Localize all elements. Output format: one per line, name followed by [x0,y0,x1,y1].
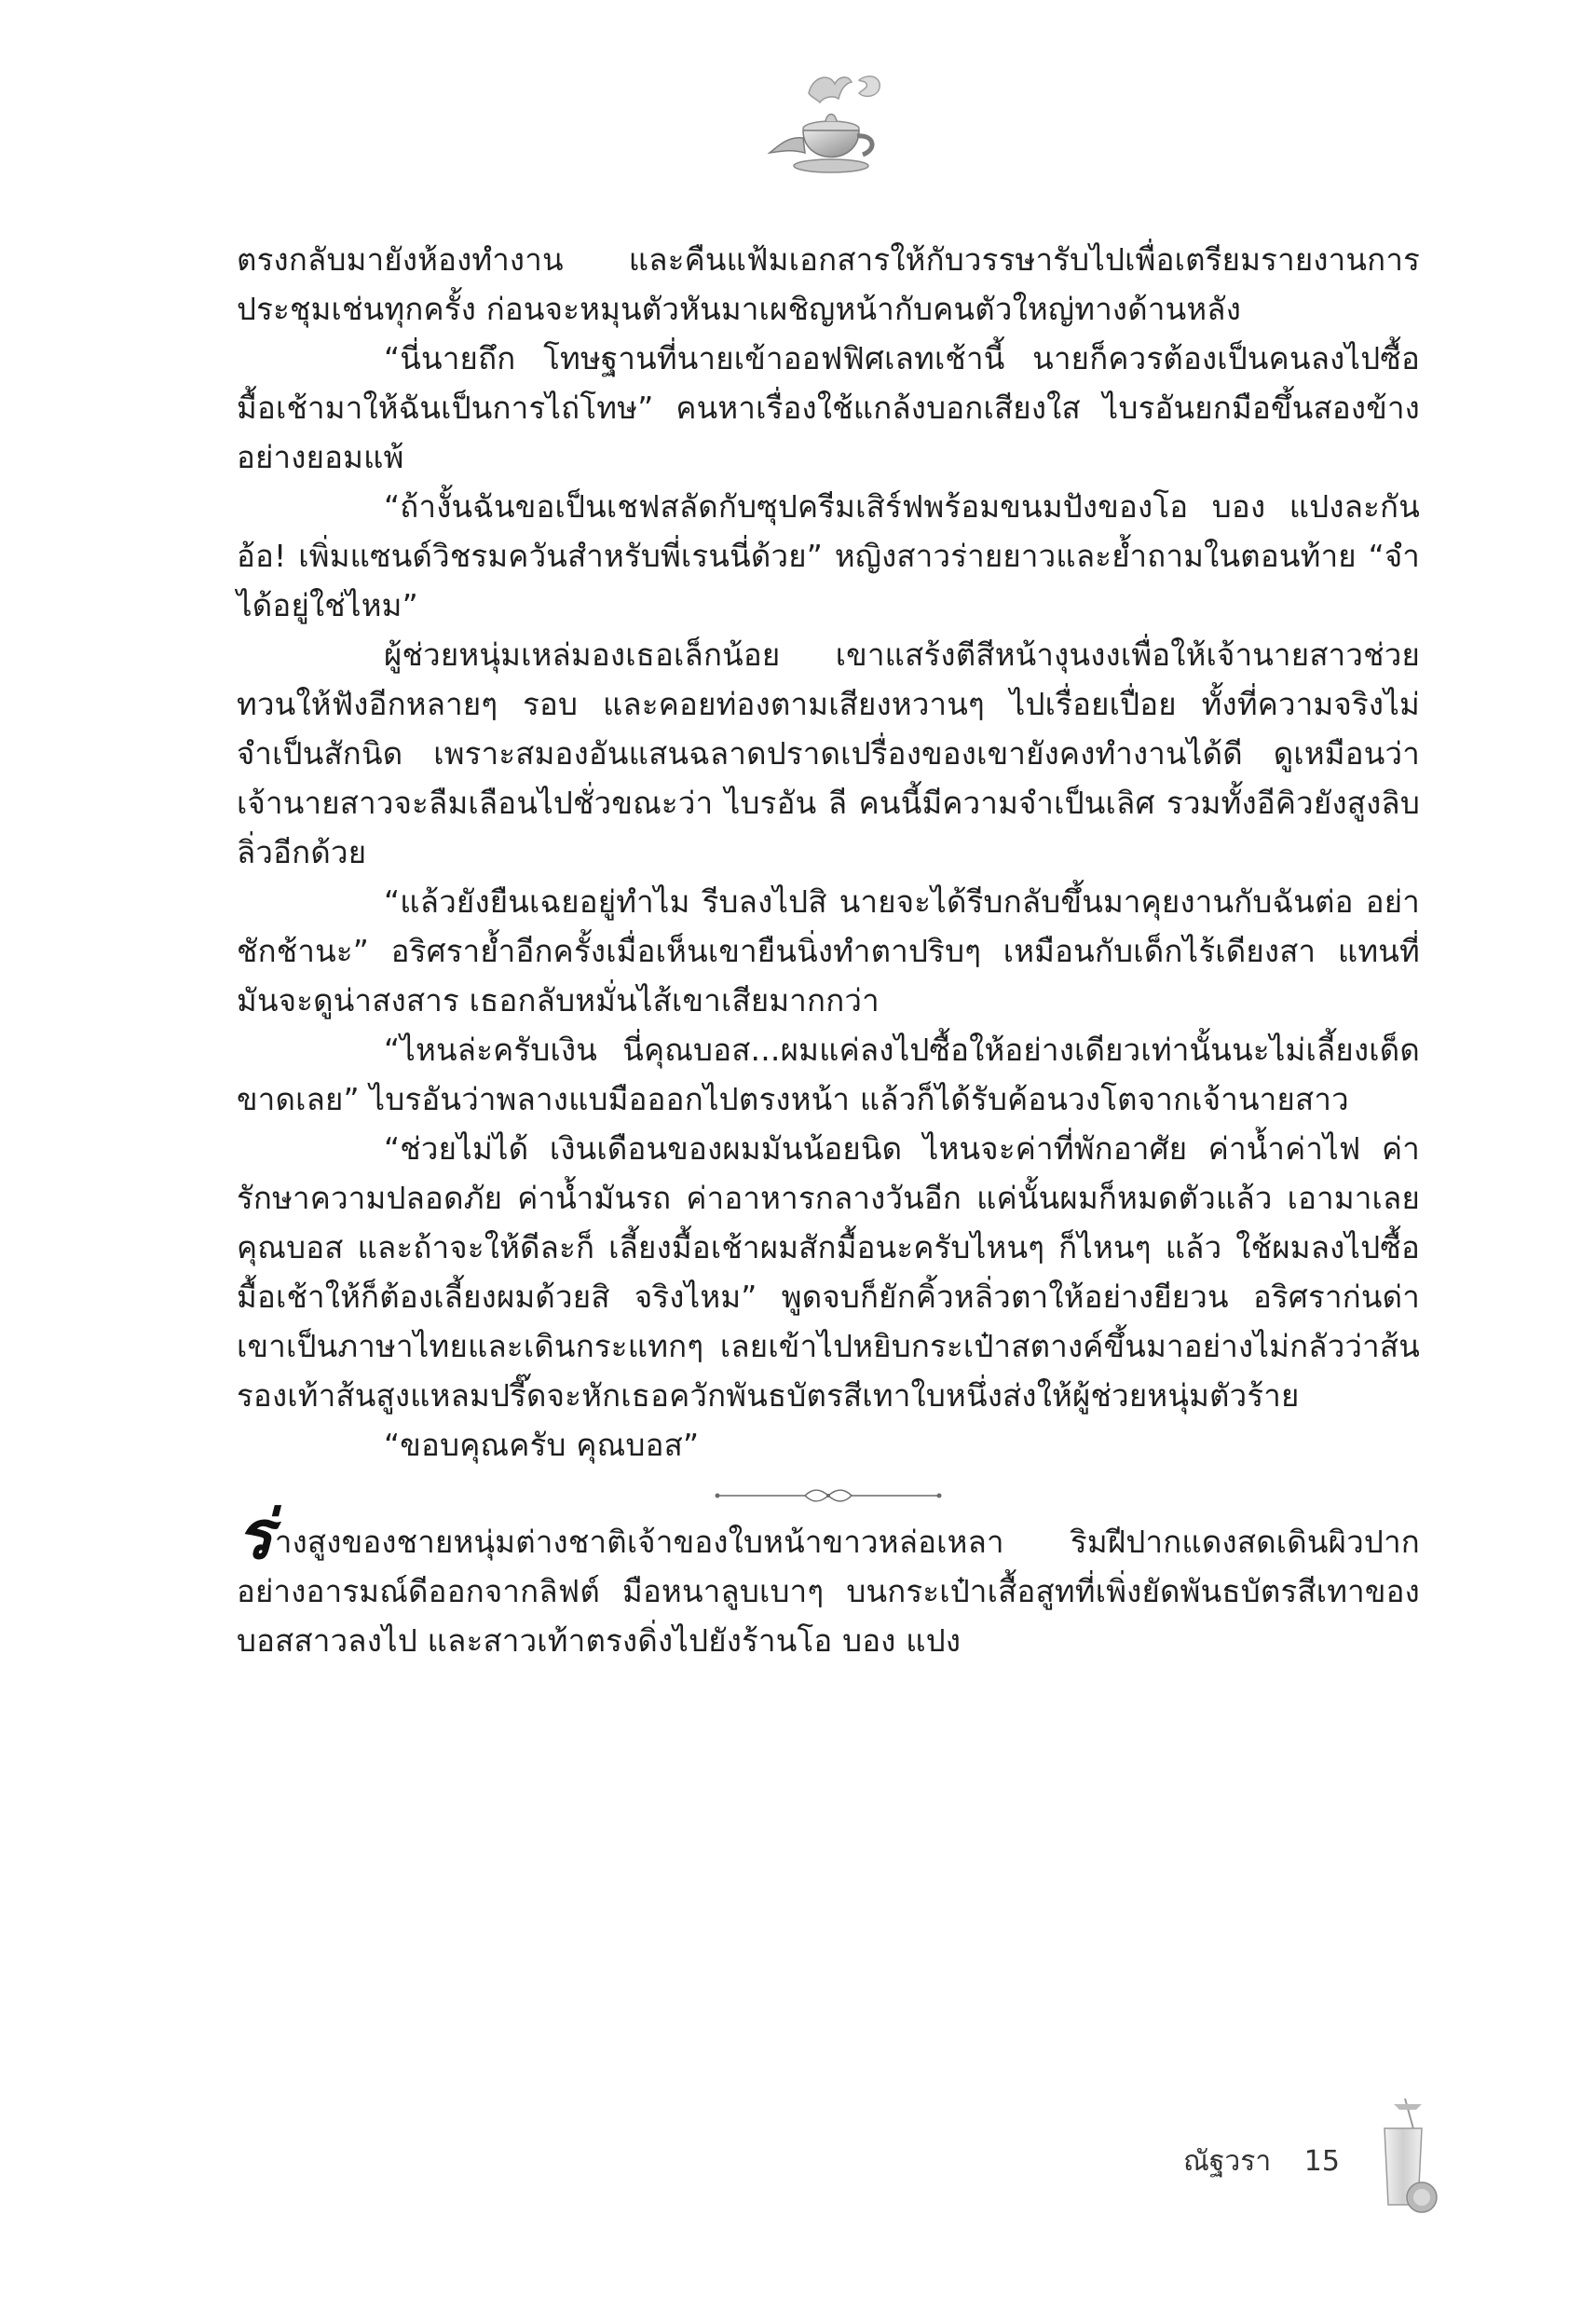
paragraph-4: ผู้ช่วยหนุ่มเหล่มองเธอเล็กน้อย เขาแสร้งตีสีหน้างุนงงเพื่อให้เจ้านายสาวช่วยทวนให้ฟังอีกหลายๆ รอบ และคอยท่องตามเสียงหวานๆ ไปเรื่อยเปื่อย ทั้งที่ความจริงไม่จำเป็นสักนิด เพราะสมองอันแสนฉลาดปราดเปรื่องของเขายังคงทำงานได้ดี ดูเหมือนว่าเจ้านายสาวจะลืมเลือนไปชั่วขณะว่า ไบรอัน ลี คนนี้มีความจำเป็นเลิศ รวมทั้งอีคิวยังสูงลิบลิ่วอีกด้วย [237,636,1420,870]
section-divider-ornament-icon [712,1486,945,1505]
page-number: 15 [1303,2145,1340,2178]
teapot-fairy-ornament-icon [755,56,904,205]
dropcap-paragraph-text: างสูงของชายหนุ่มต่างชาติเจ้าของใบหน้าขาวหล่อเหลา ริมฝีปากแดงสดเดินผิวปากอย่างอารมณ์ดีออกจากลิฟต์ มือหนาลูบเบาๆ บนกระเป๋าเสื้อสูทที่เพิ่งยัดพันธบัตรสีเทาของบอสสาวลงไป และสาวเท้าตรงดิ่งไปยังร้านโอ บอง แปง [237,1524,1420,1659]
paragraph-8: “ขอบคุณครับ คุณบอส” [384,1427,700,1463]
paragraph-2: “นี่นายถึก โทษฐานที่นายเข้าออฟฟิศเลทเช้านี้ นายก็ควรต้องเป็นคนลงไปซื้อมื้อเช้ามาให้ฉันเป็นการไถ่โทษ” คนหาเรื่องใช้แกล้งบอกเสียงใส ไบรอันยกมือขึ้นสองข้างอย่างยอมแพ้ [237,340,1420,475]
paragraph-5: “แล้วยังยืนเฉยอยู่ทำไม รีบลงไปสิ นายจะได้รีบกลับขึ้นมาคุยงานกับฉันต่อ อย่าชักช้านะ” อริศราย้ำอีกครั้งเมื่อเห็นเขายืนนิ่งทำตาปริบๆ เหมือนกับเด็กไร้เดียงสา แทนที่มันจะดูน่าสงสาร เธอกลับหมั่นไส้เขาเสียมากกว่า [237,883,1420,1019]
paragraph-3: “ถ้างั้นฉันขอเป็นเชฟสลัดกับซุปครีมเสิร์ฟพร้อมขนมปังของโอ บอง แปงละกัน อ้อ! เพิ่มแซนด์วิชรมควันสำหรับพี่เรนนี่ด้วย” หญิงสาวร่ายยาวและย้ำถามในตอนท้าย “จำได้อยู่ใช่ไหม” [237,488,1420,623]
dropcap-paragraph [237,1495,1420,1665]
page-footer [1183,2140,1340,2183]
author-name: ณัฐวรา [1183,2145,1272,2178]
paragraph-1: ตรงกลับมายังห้องทำงาน และคืนแฟ้มเอกสารให้กับวรรษารับไปเพื่อเตรียมรายงานการประชุมเช่นทุกครั้ง ก่อนจะหมุนตัวหันมาเผชิญหน้ากับคนตัวใหญ่ทางด้านหลัง [237,241,1420,327]
drink-glass-icon [1370,2095,1444,2216]
story-text [237,235,1420,1665]
paragraph-6: “ไหนล่ะครับเงิน นี่คุณบอส...ผมแค่ลงไปซื้อให้อย่างเดียวเท่านั้นนะไม่เลี้ยงเด็ดขาดเลย” ไบรอันว่าพลางแบมือออกไปตรงหน้า แล้วก็ได้รับค้อนวงโตจากเจ้านายสาว [237,1032,1420,1117]
paragraph-7: “ช่วยไม่ได้ เงินเดือนของผมมันน้อยนิด ไหนจะค่าที่พักอาศัย ค่าน้ำค่าไฟ ค่ารักษาความปลอดภัย ค่าน้ำมันรถ ค่าอาหารกลางวันอีก แค่นั้นผมก็หมดตัวแล้ว เอามาเลยคุณบอส และถ้าจะให้ดีละก็ เลี้ยงมื้อเช้าผมสักมื้อนะครับไหนๆ ก็ไหนๆ แล้ว ใช้ผมลงไปซื้อมื้อเช้าให้ก็ต้องเลี้ยงผมด้วยสิ จริงไหม” พูดจบก็ยักคิ้วหลิ่วตาให้อย่างยียวน อริศราก่นด่าเขาเป็นภาษาไทยและเดินกระแทกๆ เลยเข้าไปหยิบกระเป๋าสตางค์ขึ้นมาอย่างไม่กลัวว่าส้นรองเท้าส้นสูงแหลมปรี๊ดจะหักเธอควักพันธบัตรสีเทาใบหนึ่งส่งให้ผู้ช่วยหนุ่มตัวร้าย [237,1130,1420,1414]
dropcap-letter: ร่ [237,1495,273,1574]
